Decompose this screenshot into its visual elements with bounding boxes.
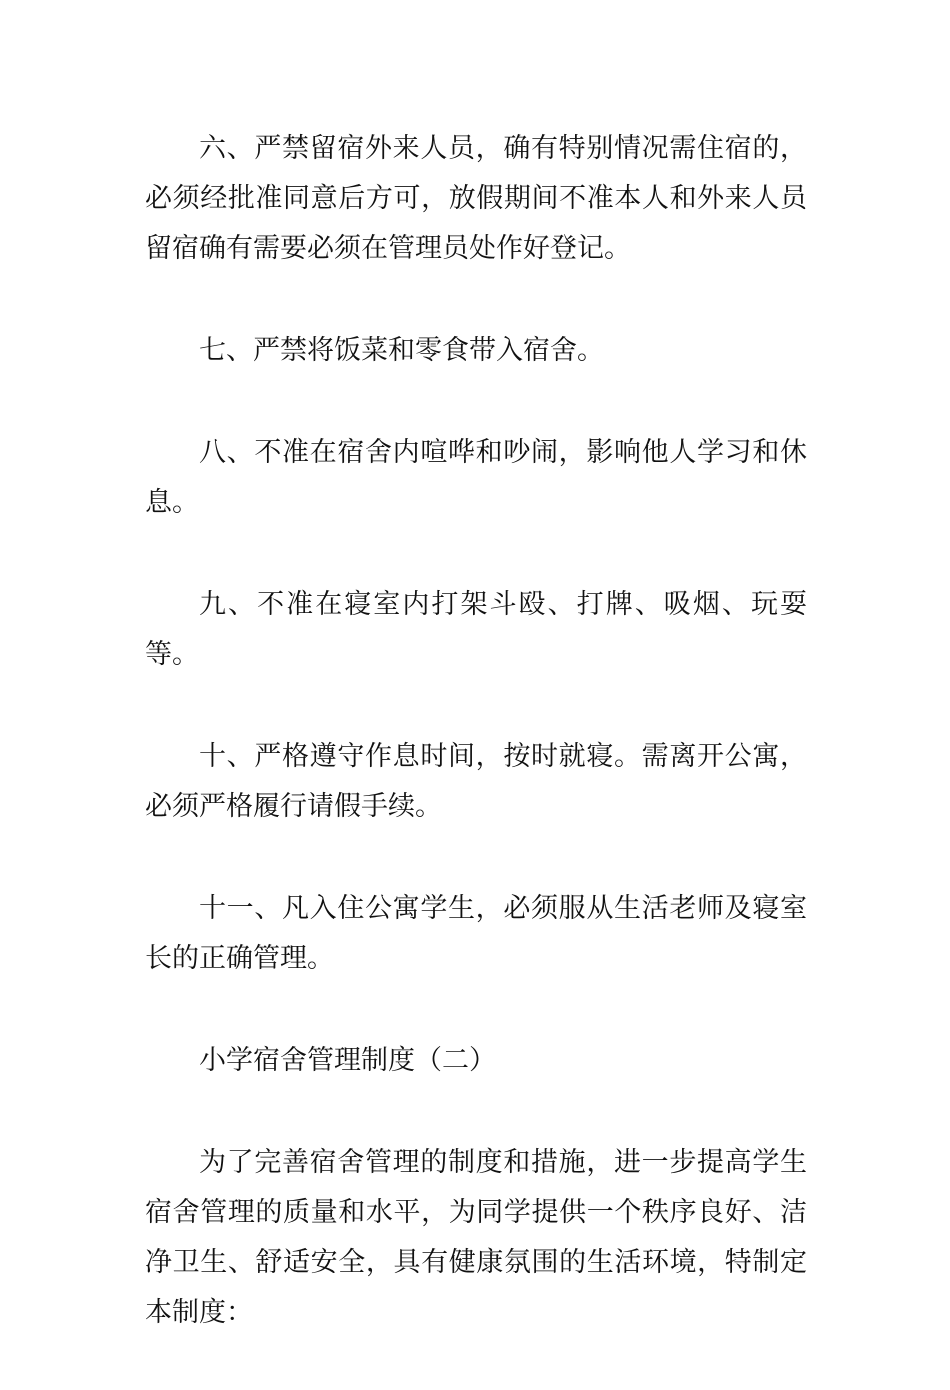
document-page [145, 124, 807, 1390]
rule-6-paragraph: 六、严禁留宿外来人员，确有特别情况需住宿的，必须经批准同意后方可，放假期间不准本人和外来人员留宿确有需要必须在管理员处作好登记。 [145, 133, 807, 264]
intro-paragraph: 为了完善宿舍管理的制度和措施，进一步提高学生宿舍管理的质量和水平，为同学提供一个秩序良好、洁净卫生、舒适安全，具有健康氛围的生活环境，特制定本制度： [145, 1147, 807, 1328]
rule-7-paragraph: 七、严禁将饭菜和零食带入宿舍。 [199, 335, 604, 366]
rule-9-paragraph: 九、不准在寝室内打架斗殴、打牌、吸烟、玩耍等。 [145, 589, 807, 670]
rule-10-paragraph: 十、严格遵守作息时间，按时就寝。需离开公寓，必须严格履行请假手续。 [145, 741, 807, 822]
rule-8-paragraph: 八、不准在宿舍内喧哗和吵闹，影响他人学习和休息。 [145, 437, 807, 518]
section-heading: 小学宿舍管理制度（二） [199, 1045, 496, 1076]
rule-11-paragraph: 十一、凡入住公寓学生，必须服从生活老师及寝室长的正确管理。 [145, 893, 807, 974]
